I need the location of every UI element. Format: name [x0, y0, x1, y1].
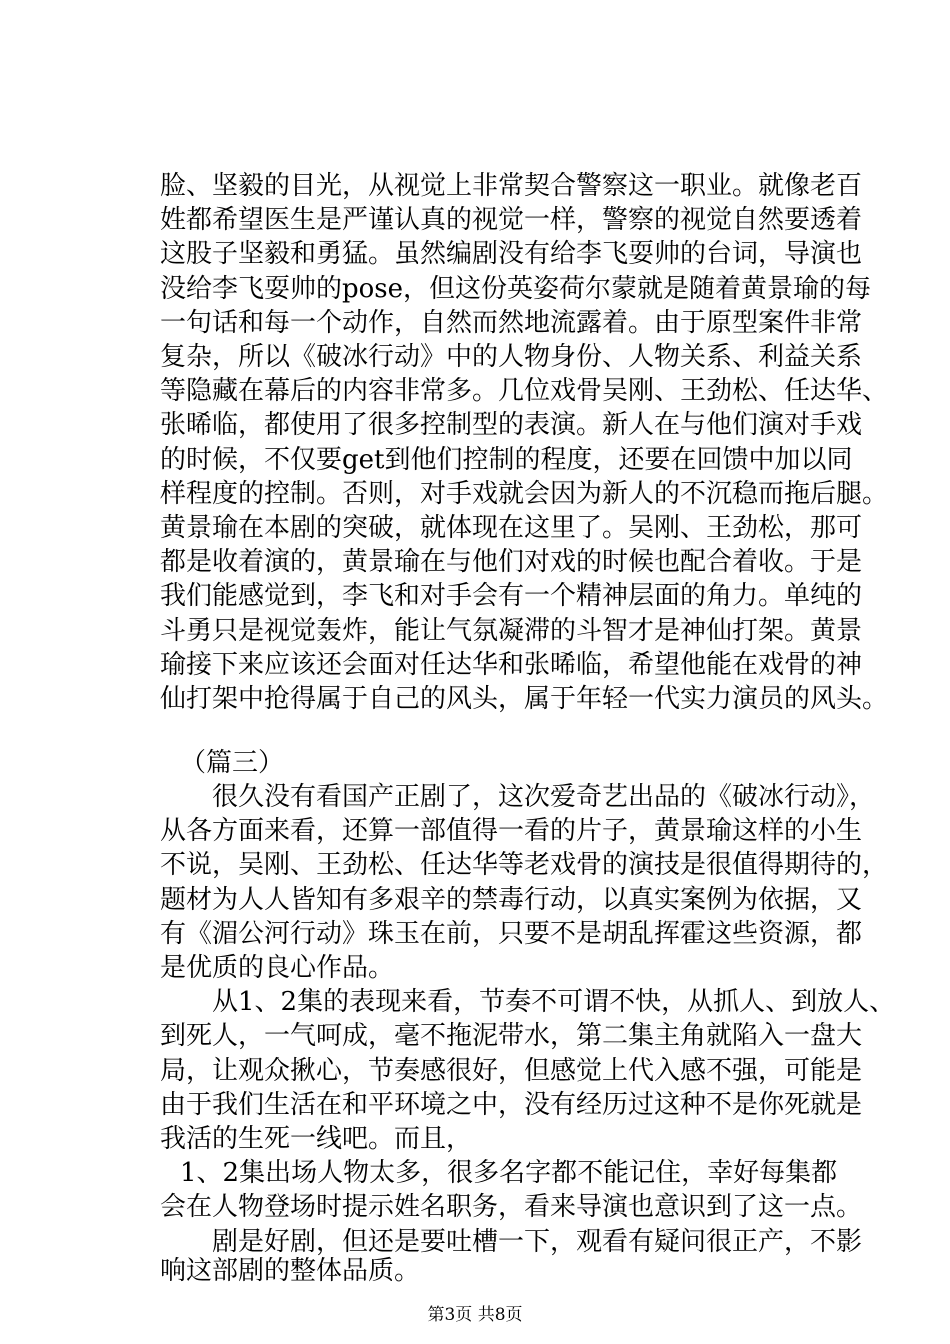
text-line-20: 题材为人人皆知有多艰辛的禁毒行动，以真实案例为依据，又	[160, 885, 863, 915]
text-line-1: 脸、坚毅的目光，从视觉上非常契合警察这一职业。就像老百	[160, 171, 863, 201]
text-line-15: 瑜接下来应该还会面对任达华和张晞临，希望他能在戏骨的神	[160, 650, 863, 680]
text-line-14: 斗勇只是视觉轰炸，能让气氛凝滞的斗智才是神仙打架。黄景	[160, 616, 863, 646]
text-line-30: 剧是好剧，但还是要吐槽一下，观看有疑问很正产，不影	[212, 1227, 863, 1257]
text-line-7: 等隐藏在幕后的内容非常多。几位戏骨吴刚、王劲松、任达华、	[160, 376, 889, 406]
page-number: 第3页 共8页	[427, 1305, 523, 1325]
text-line-26: 由于我们生活在和平环境之中，没有经历过这种不是你死就是	[160, 1090, 863, 1120]
text-line-9: 的时候，不仅要get到他们控制的程度，还要在回馈中加以同	[160, 445, 853, 475]
section-heading: （篇三）	[180, 748, 285, 778]
text-line-21: 有《湄公河行动》珠玉在前，只要不是胡乱挥霍这些资源，都	[160, 919, 863, 949]
text-line-17: 很久没有看国产正剧了，这次爱奇艺出品的《破冰行动》，	[212, 782, 876, 812]
text-line-16: 仙打架中抢得属于自己的风头，属于年轻一代实力演员的风头。	[160, 684, 889, 714]
text-line-28: 1、2集出场人物太多，很多名字都不能记住，幸好每集都	[180, 1158, 838, 1188]
text-line-19: 不说，吴刚、王劲松、任达华等老戏骨的演技是很值得期待的，	[160, 850, 889, 880]
text-line-12: 都是收着演的，黄景瑜在与他们对戏的时候也配合着收。于是	[160, 547, 863, 577]
text-line-8: 张晞临，都使用了很多控制型的表演。新人在与他们演对手戏	[160, 410, 863, 440]
text-line-25: 局，让观众揪心，节奏感很好，但感觉上代入感不强，可能是	[160, 1056, 863, 1086]
text-line-13: 我们能感觉到，李飞和对手会有一个精神层面的角力。单纯的	[160, 581, 863, 611]
text-line-23: 从1、2集的表现来看，节奏不可谓不快，从抓人、到放人、	[212, 987, 896, 1017]
text-line-31: 响这部剧的整体品质。	[160, 1256, 421, 1286]
text-line-29: 会在人物登场时提示姓名职务，看来导演也意识到了这一点。	[160, 1192, 863, 1222]
text-line-6: 复杂，所以《破冰行动》中的人物身份、人物关系、利益关系	[160, 342, 863, 372]
text-line-10: 样程度的控制。否则，对手戏就会因为新人的不沉稳而拖后腿。	[160, 479, 889, 509]
text-line-24: 到死人，一气呵成，毫不拖泥带水，第二集主角就陷入一盘大	[160, 1021, 863, 1051]
text-line-11: 黄景瑜在本剧的突破，就体现在这里了。吴刚、王劲松，那可	[160, 513, 863, 543]
text-line-2: 姓都希望医生是严谨认真的视觉一样，警察的视觉自然要透着	[160, 205, 863, 235]
text-line-4: 没给李飞耍帅的pose，但这份英姿荷尔蒙就是随着黄景瑜的每	[160, 274, 872, 304]
text-line-3: 这股子坚毅和勇猛。虽然编剧没有给李飞耍帅的台词，导演也	[160, 239, 863, 269]
text-line-27: 我活的生死一线吧。而且，	[160, 1124, 473, 1154]
text-line-22: 是优质的良心作品。	[160, 953, 395, 983]
text-line-18: 从各方面来看，还算一部值得一看的片子，黄景瑜这样的小生	[160, 816, 863, 846]
text-line-5: 一句话和每一个动作，自然而然地流露着。由于原型案件非常	[160, 308, 863, 338]
